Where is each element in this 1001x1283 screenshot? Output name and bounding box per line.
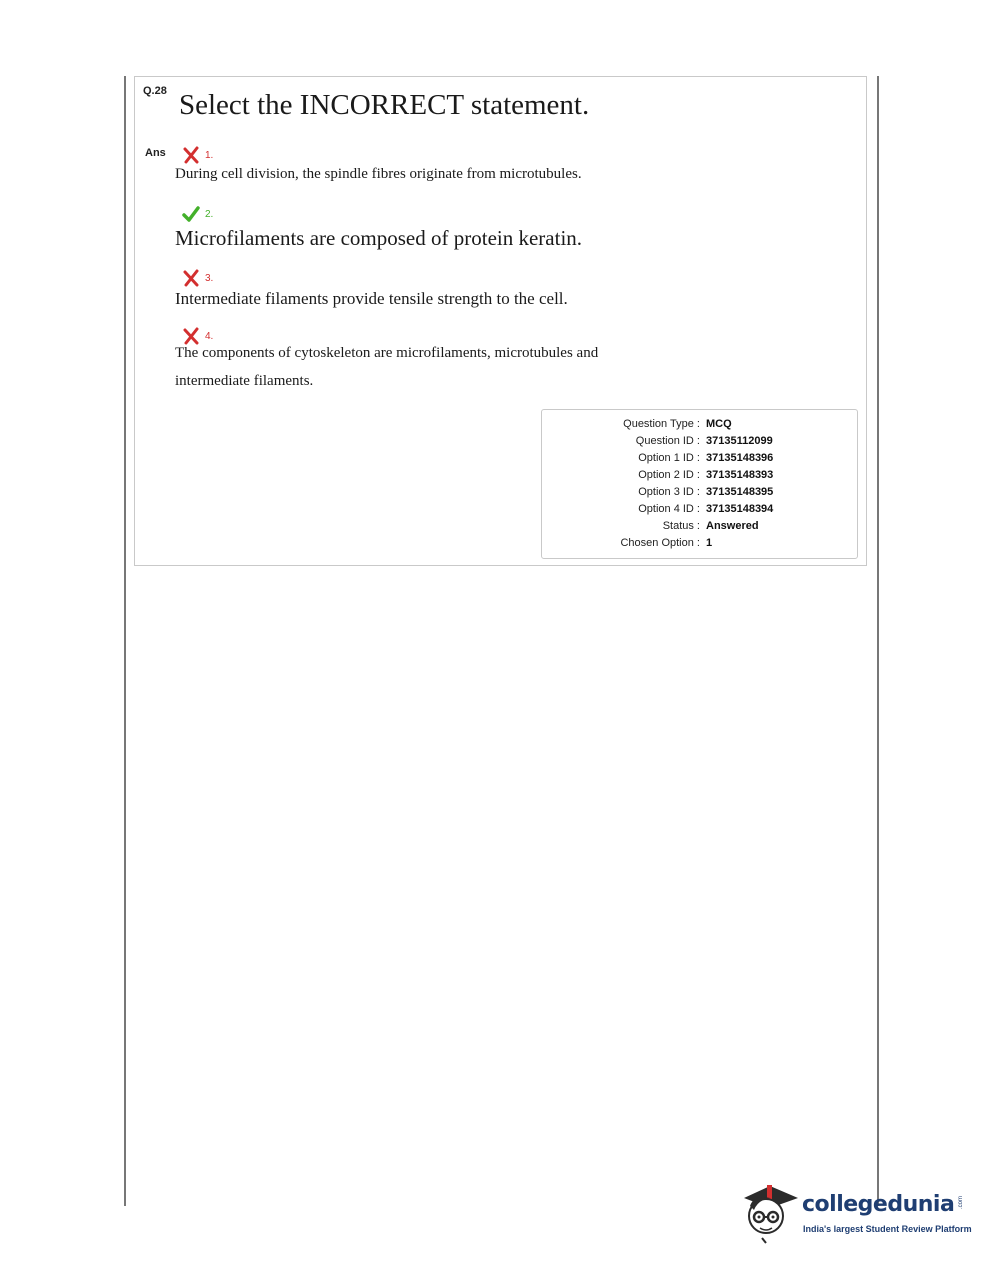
detail-value: 37135148396 (706, 452, 774, 464)
logo-tagline: India's largest Student Review Platform (803, 1224, 972, 1234)
detail-row (542, 484, 857, 501)
answer-label: Ans (145, 147, 166, 159)
detail-label: Question ID : (636, 433, 700, 450)
option-1-header (182, 146, 213, 164)
option-4-text-line-2: intermediate filaments. (175, 373, 314, 389)
cross-icon (182, 269, 200, 287)
detail-row (542, 416, 857, 433)
detail-row (542, 518, 857, 535)
detail-label: Option 4 ID : (638, 501, 700, 518)
cross-icon (182, 146, 200, 164)
detail-value: 37135148393 (706, 469, 774, 481)
question-number: Q.28 (143, 85, 167, 97)
detail-value: 37135112099 (706, 435, 773, 447)
detail-value: Answered (706, 520, 759, 532)
detail-row (542, 467, 857, 484)
detail-label: Option 3 ID : (638, 484, 700, 501)
option-4-text-line-1: The components of cytoskeleton are microfilaments, microtubules and (175, 345, 599, 361)
detail-value: MCQ (706, 418, 732, 430)
detail-label: Chosen Option : (620, 535, 700, 552)
detail-label: Question Type : (623, 416, 700, 433)
question-details-box (541, 409, 858, 559)
page-border-left (124, 76, 126, 1206)
detail-label: Option 1 ID : (638, 450, 700, 467)
logo-suffix: .com (958, 1196, 964, 1210)
detail-value: 1 (706, 537, 713, 549)
question-card (134, 76, 867, 566)
check-icon (182, 205, 200, 223)
option-3-header (182, 269, 213, 287)
option-3-text: Intermediate filaments provide tensile strength to the cell. (175, 289, 568, 308)
detail-value: 37135148394 (706, 503, 774, 515)
detail-row (542, 501, 857, 518)
detail-row (542, 450, 857, 467)
page-border-right (877, 76, 879, 1206)
cross-icon (182, 327, 200, 345)
option-1-number: 1. (205, 149, 214, 161)
option-4-header (182, 327, 213, 345)
option-3-number: 3. (205, 272, 214, 284)
option-2-header (182, 205, 213, 223)
logo-name: collegedunia (802, 1192, 955, 1217)
option-1-text: During cell division, the spindle fibres originate from microtubules. (175, 166, 582, 182)
mascot-icon (740, 1176, 802, 1246)
option-2-number: 2. (205, 208, 214, 220)
detail-row (542, 535, 857, 552)
detail-row (542, 433, 857, 450)
collegedunia-logo (740, 1176, 980, 1246)
option-4-number: 4. (205, 330, 214, 342)
question-text: Select the INCORRECT statement. (179, 89, 590, 121)
detail-label: Option 2 ID : (638, 467, 700, 484)
detail-value: 37135148395 (706, 486, 774, 498)
detail-label: Status : (663, 518, 700, 535)
option-2-text: Microfilaments are composed of protein keratin. (175, 226, 583, 250)
